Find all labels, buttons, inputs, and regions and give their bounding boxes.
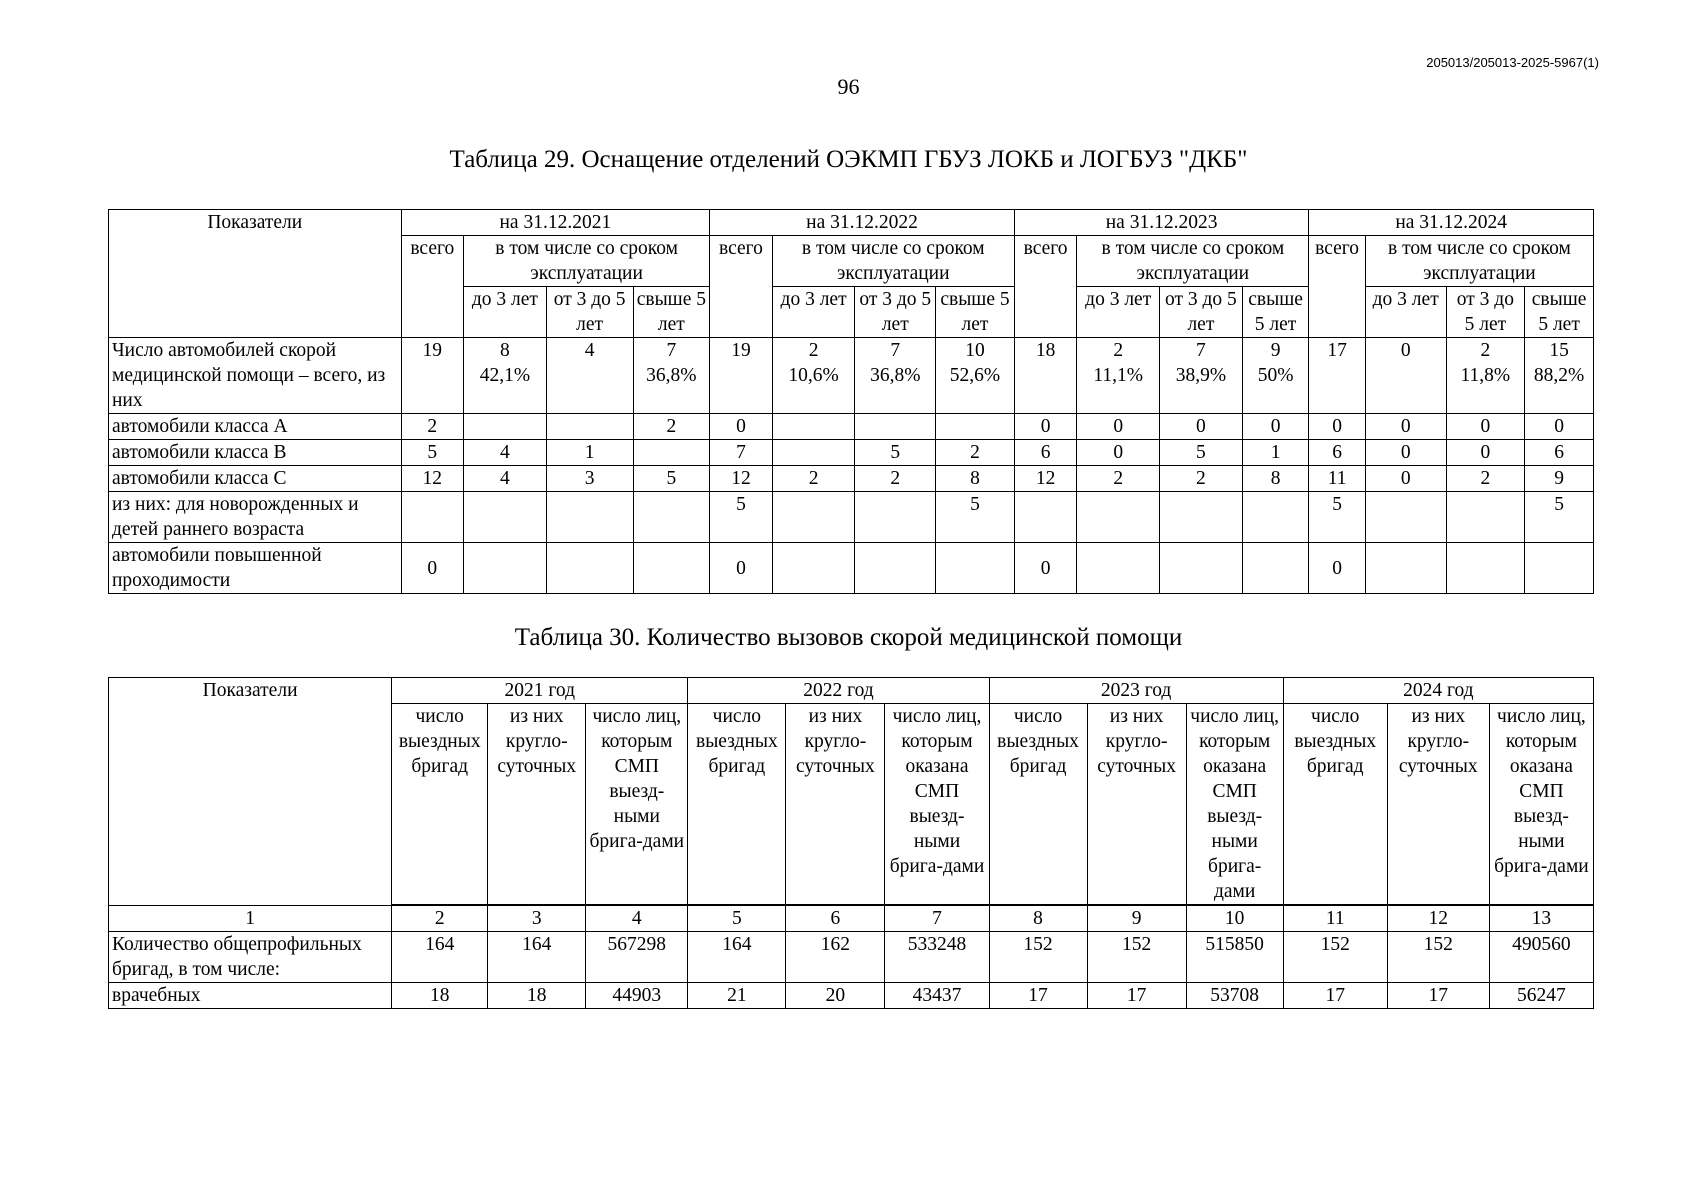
table-cell — [546, 492, 633, 543]
table-cell — [1446, 543, 1525, 594]
column-number: 1 — [109, 905, 392, 932]
row-label: врачебных — [109, 983, 392, 1009]
t30-persons-2024: число лиц, которым оказана СМП выезд-ными брига-дами — [1489, 704, 1593, 906]
cell-percent: 10,6% — [788, 365, 839, 386]
table-cell — [1525, 440, 1594, 466]
table-cell — [546, 440, 633, 466]
t29-upto3-2023: до 3 лет — [1077, 287, 1160, 338]
t30-brigades-2023: число выездных бригад — [989, 704, 1087, 906]
table-cell — [633, 466, 710, 492]
table-cell — [401, 440, 464, 466]
table-cell — [464, 492, 547, 543]
table-cell — [936, 414, 1015, 440]
column-number: 2 — [392, 905, 488, 932]
cell-value: 5 — [890, 442, 901, 463]
t30-year-2024: 2024 год — [1283, 678, 1593, 704]
cell-percent: 42,1% — [479, 365, 531, 386]
cell-percent: 50% — [1257, 365, 1294, 386]
t29-date-2024: на 31.12.2024 — [1309, 210, 1594, 236]
table-cell — [1446, 492, 1525, 543]
cell-value: 0 — [1480, 416, 1491, 437]
table-cell — [1365, 414, 1446, 440]
cell-value: 19 — [422, 340, 443, 361]
table-cell — [1365, 440, 1446, 466]
t30-brigades-2024: число выездных бригад — [1283, 704, 1387, 906]
cell-value: 0 — [1113, 442, 1124, 463]
cell-value: 0 — [1270, 416, 1281, 437]
cell-value: 12 — [1035, 468, 1056, 489]
cell-value: 0 — [1400, 442, 1411, 463]
cell-value: 0 — [1480, 442, 1491, 463]
cell-percent: 36,8% — [870, 365, 921, 386]
row-label: Количество общепрофильных бригад, в том числе: — [109, 932, 392, 983]
column-number: 13 — [1489, 905, 1593, 932]
table-cell — [772, 492, 855, 543]
t30-persons-2023: число лиц, которым оказана СМП выезд-ными брига-дами — [1186, 704, 1283, 906]
t29-including-2023: в том числе со сроком эксплуатации — [1077, 236, 1309, 287]
t29-including-2024: в том числе со сроком эксплуатации — [1365, 236, 1593, 287]
table-cell: 164 — [488, 932, 586, 983]
table-cell — [1077, 440, 1160, 466]
column-number-row — [109, 905, 1594, 932]
cell-value: 18 — [1035, 340, 1056, 361]
cell-value: 10 — [965, 340, 985, 361]
row-label: Число автомобилей скорой медицинской помощи – всего, из них — [109, 338, 402, 414]
table-cell — [633, 492, 710, 543]
table-cell — [1077, 466, 1160, 492]
cell-value: 4 — [500, 442, 510, 463]
cell-value: 1 — [584, 442, 595, 463]
column-number: 8 — [989, 905, 1087, 932]
table-cell — [401, 338, 464, 414]
table-cell — [855, 338, 936, 414]
t29-date-2022: на 31.12.2022 — [710, 210, 1015, 236]
table-cell — [772, 466, 855, 492]
t30-body — [109, 905, 1594, 1009]
column-number: 7 — [885, 905, 989, 932]
table-cell — [1160, 414, 1243, 440]
cell-percent: 11,8% — [1460, 365, 1511, 386]
table-cell — [1446, 338, 1525, 414]
table-cell — [710, 492, 773, 543]
table-cell — [1242, 338, 1309, 414]
column-number: 11 — [1283, 905, 1387, 932]
t29-3to5-2024: от 3 до 5 лет — [1446, 287, 1525, 338]
cell-value: 0 — [1400, 340, 1411, 361]
table-cell: 152 — [1387, 932, 1489, 983]
table30-calls — [108, 677, 1594, 1009]
cell-value: 5 — [1196, 442, 1206, 463]
table-cell: 20 — [786, 983, 885, 1009]
table-cell — [1309, 440, 1365, 466]
table-cell — [1309, 414, 1365, 440]
table-cell: 56247 — [1489, 983, 1593, 1009]
table-cell — [401, 466, 464, 492]
table-cell — [1160, 466, 1243, 492]
table-cell — [1309, 466, 1365, 492]
t30-year-2023: 2023 год — [989, 678, 1283, 704]
table-cell — [772, 440, 855, 466]
table-cell — [464, 440, 547, 466]
table-cell — [936, 492, 1015, 543]
table-cell — [936, 338, 1015, 414]
cell-value: 2 — [808, 340, 819, 361]
cell-value: 3 — [584, 468, 595, 489]
t30-brigades-2021: число выездных бригад — [392, 704, 488, 906]
table-cell: 152 — [1087, 932, 1186, 983]
column-number: 12 — [1387, 905, 1489, 932]
cell-value: 0 — [1040, 416, 1051, 437]
table-cell — [1014, 466, 1077, 492]
table-cell — [1242, 492, 1309, 543]
cell-value: 0 — [1400, 468, 1411, 489]
table-cell: 162 — [786, 932, 885, 983]
table-cell — [1242, 543, 1309, 594]
table-cell — [710, 466, 773, 492]
t30-roundclock-2021: из них кругло-суточных — [488, 704, 586, 906]
cell-value: 0 — [1554, 416, 1564, 437]
table-cell — [633, 543, 710, 594]
row-label: автомобили повышенной проходимости — [109, 543, 402, 594]
cell-value: 7 — [736, 442, 746, 463]
t29-body — [109, 338, 1594, 594]
row-label: из них: для новорожденных и детей раннего возраста — [109, 492, 402, 543]
t29-indicators-header: Показатели — [109, 210, 402, 338]
t29-date-2023: на 31.12.2023 — [1014, 210, 1309, 236]
cell-value: 12 — [422, 468, 443, 489]
table-cell — [855, 466, 936, 492]
table-cell: 567298 — [586, 932, 688, 983]
table-cell — [1160, 492, 1243, 543]
row-label: автомобили класса А — [109, 414, 402, 440]
table-cell — [1365, 338, 1446, 414]
t29-including-2021: в том числе со сроком эксплуатации — [464, 236, 710, 287]
table-cell — [401, 543, 464, 594]
table-cell — [464, 338, 547, 414]
t29-upto3-2021: до 3 лет — [464, 287, 547, 338]
table-cell — [633, 338, 710, 414]
t30-roundclock-2024: из них кругло-суточных — [1387, 704, 1489, 906]
t29-3to5-2021: от 3 до 5 лет — [546, 287, 633, 338]
cell-value: 2 — [890, 468, 901, 489]
table-row — [109, 543, 1594, 594]
cell-percent: 11,1% — [1093, 365, 1144, 386]
table-cell — [936, 440, 1015, 466]
cell-value: 19 — [731, 340, 751, 361]
cell-value: 12 — [731, 468, 751, 489]
table-cell: 164 — [688, 932, 786, 983]
table-cell — [401, 492, 464, 543]
table-cell — [1014, 338, 1077, 414]
table-cell — [546, 338, 633, 414]
table-cell — [633, 440, 710, 466]
t29-including-2022: в том числе со сроком эксплуатации — [772, 236, 1014, 287]
cell-value: 2 — [1113, 468, 1124, 489]
t29-total-2022: всего — [710, 236, 773, 338]
t30-brigades-2022: число выездных бригад — [688, 704, 786, 906]
t30-persons-2021: число лиц, которым СМП выезд-ными брига-дами — [586, 704, 688, 906]
table29-caption: Таблица 29. Оснащение отделений ОЭКМП ГБУЗ ЛОКБ и ЛОГБУЗ "ДКБ" — [449, 146, 1248, 173]
cell-value: 5 — [666, 468, 677, 489]
table-cell — [1077, 543, 1160, 594]
table-row — [109, 932, 1594, 983]
t29-upto3-2022: до 3 лет — [772, 287, 855, 338]
cell-value: 6 — [1040, 442, 1051, 463]
cell-value: 0 — [736, 557, 746, 579]
cell-value: 0 — [1113, 416, 1124, 437]
t29-date-2021: на 31.12.2021 — [401, 210, 710, 236]
t29-3to5-2023: от 3 до 5 лет — [1160, 287, 1243, 338]
cell-percent: 88,2% — [1533, 365, 1585, 386]
table-cell: 17 — [989, 983, 1087, 1009]
table-cell — [1525, 543, 1594, 594]
table-cell — [710, 543, 773, 594]
cell-value: 11 — [1327, 468, 1347, 489]
page-number: 96 — [837, 74, 860, 99]
cell-value: 5 — [427, 442, 438, 463]
table-cell: 515850 — [1186, 932, 1283, 983]
cell-value: 5 — [970, 494, 980, 515]
table-cell — [1242, 466, 1309, 492]
table-cell — [855, 492, 936, 543]
table-cell — [1242, 414, 1309, 440]
table-cell — [1309, 492, 1365, 543]
cell-value: 17 — [1327, 340, 1347, 361]
t30-persons-2022: число лиц, которым оказана СМП выезд-ными брига-дами — [885, 704, 989, 906]
table-cell — [855, 414, 936, 440]
cell-value: 15 — [1549, 340, 1569, 361]
cell-value: 6 — [1332, 442, 1342, 463]
table-cell — [1242, 440, 1309, 466]
t29-over5-2023: свыше 5 лет — [1242, 287, 1309, 338]
table-cell — [1525, 414, 1594, 440]
table-cell: 44903 — [586, 983, 688, 1009]
t30-year-2021: 2021 год — [392, 678, 688, 704]
cell-value: 5 — [1554, 494, 1564, 515]
t30-indicators-header: Показатели — [109, 678, 392, 906]
table29-equipment — [108, 209, 1594, 594]
table-cell — [464, 414, 547, 440]
cell-value: 0 — [1332, 416, 1342, 437]
table-row — [109, 338, 1594, 414]
cell-value: 2 — [427, 416, 438, 437]
cell-value: 8 — [970, 468, 980, 489]
cell-value: 0 — [736, 416, 746, 437]
cell-value: 6 — [1554, 442, 1564, 463]
cell-value: 9 — [1270, 340, 1281, 361]
table-cell — [1160, 440, 1243, 466]
cell-value: 0 — [427, 557, 438, 579]
cell-value: 0 — [1400, 416, 1411, 437]
cell-value: 5 — [1332, 494, 1342, 515]
table-cell — [1160, 338, 1243, 414]
cell-value: 8 — [1270, 468, 1281, 489]
table-cell — [772, 543, 855, 594]
cell-value: 5 — [736, 494, 746, 515]
column-number: 6 — [786, 905, 885, 932]
table-row — [109, 492, 1594, 543]
table-cell — [464, 543, 547, 594]
table-cell — [1525, 492, 1594, 543]
table-cell — [1077, 338, 1160, 414]
cell-value: 4 — [500, 468, 510, 489]
table-cell — [546, 414, 633, 440]
table-row — [109, 440, 1594, 466]
table-cell: 490560 — [1489, 932, 1593, 983]
table-row — [109, 466, 1594, 492]
document-id: 205013/205013-2025-5967(1) — [1426, 55, 1599, 70]
cell-value: 8 — [500, 340, 510, 361]
cell-value: 2 — [808, 468, 819, 489]
cell-value: 2 — [970, 442, 980, 463]
table-cell — [1014, 414, 1077, 440]
cell-value: 0 — [1040, 557, 1051, 579]
table-cell: 17 — [1387, 983, 1489, 1009]
table-row — [109, 414, 1594, 440]
cell-value: 2 — [1480, 340, 1491, 361]
table-cell: 53708 — [1186, 983, 1283, 1009]
table-cell: 18 — [392, 983, 488, 1009]
table-cell: 164 — [392, 932, 488, 983]
cell-value: 0 — [1196, 416, 1206, 437]
table-cell: 17 — [1087, 983, 1186, 1009]
cell-value: 7 — [1196, 340, 1206, 361]
cell-value: 7 — [890, 340, 901, 361]
t29-over5-2024: свыше 5 лет — [1525, 287, 1594, 338]
table-cell — [1446, 440, 1525, 466]
cell-value: 1 — [1270, 442, 1281, 463]
table-cell — [1365, 543, 1446, 594]
table-cell — [710, 440, 773, 466]
table-cell — [464, 466, 547, 492]
cell-percent: 38,9% — [1175, 365, 1227, 386]
table-cell — [1014, 440, 1077, 466]
cell-value: 2 — [1196, 468, 1206, 489]
column-number: 9 — [1087, 905, 1186, 932]
t30-roundclock-2023: из них кругло-суточных — [1087, 704, 1186, 906]
table-cell — [855, 440, 936, 466]
column-number: 3 — [488, 905, 586, 932]
table-cell — [710, 414, 773, 440]
table30-caption: Таблица 30. Количество вызовов скорой медицинской помощи — [514, 624, 1183, 651]
table-cell — [1365, 466, 1446, 492]
table-cell — [936, 466, 1015, 492]
cell-value: 7 — [666, 340, 677, 361]
t29-total-2021: всего — [401, 236, 464, 338]
table-cell — [1160, 543, 1243, 594]
t29-total-2024: всего — [1309, 236, 1365, 338]
column-number: 5 — [688, 905, 786, 932]
t29-over5-2022: свыше 5 лет — [936, 287, 1015, 338]
table-cell: 533248 — [885, 932, 989, 983]
table-cell — [855, 543, 936, 594]
cell-percent: 52,6% — [949, 365, 1001, 386]
row-label: автомобили класса В — [109, 440, 402, 466]
table-cell — [546, 466, 633, 492]
table-cell — [1077, 492, 1160, 543]
table-cell: 152 — [1283, 932, 1387, 983]
table-cell — [1525, 466, 1594, 492]
table-cell — [772, 338, 855, 414]
cell-value: 9 — [1554, 468, 1564, 489]
table-cell — [1077, 414, 1160, 440]
t30-year-2022: 2022 год — [688, 678, 989, 704]
table-row — [109, 983, 1594, 1009]
table-cell — [1446, 466, 1525, 492]
cell-value: 0 — [1332, 557, 1342, 579]
table-cell — [1309, 338, 1365, 414]
table-cell: 43437 — [885, 983, 989, 1009]
row-label: автомобили класса С — [109, 466, 402, 492]
table-cell — [1014, 492, 1077, 543]
table-cell — [936, 543, 1015, 594]
table-cell: 152 — [989, 932, 1087, 983]
cell-value: 2 — [1113, 340, 1124, 361]
table-cell — [546, 543, 633, 594]
cell-value: 2 — [666, 416, 677, 437]
t29-total-2023: всего — [1014, 236, 1077, 338]
table-cell: 21 — [688, 983, 786, 1009]
table-cell: 17 — [1283, 983, 1387, 1009]
table-cell — [633, 414, 710, 440]
t29-3to5-2022: от 3 до 5 лет — [855, 287, 936, 338]
column-number: 4 — [586, 905, 688, 932]
cell-value: 2 — [1480, 468, 1491, 489]
t29-upto3-2024: до 3 лет — [1365, 287, 1446, 338]
table-cell — [1014, 543, 1077, 594]
table-cell — [1525, 338, 1594, 414]
table-cell — [1309, 543, 1365, 594]
table-cell — [401, 414, 464, 440]
column-number: 10 — [1186, 905, 1283, 932]
t29-over5-2021: свыше 5 лет — [633, 287, 710, 338]
table-cell — [710, 338, 773, 414]
table-cell — [1446, 414, 1525, 440]
table-cell — [1365, 492, 1446, 543]
t30-roundclock-2022: из них кругло-суточных — [786, 704, 885, 906]
cell-value: 4 — [584, 340, 595, 361]
table-cell — [772, 414, 855, 440]
table-cell: 18 — [488, 983, 586, 1009]
cell-percent: 36,8% — [646, 365, 697, 386]
